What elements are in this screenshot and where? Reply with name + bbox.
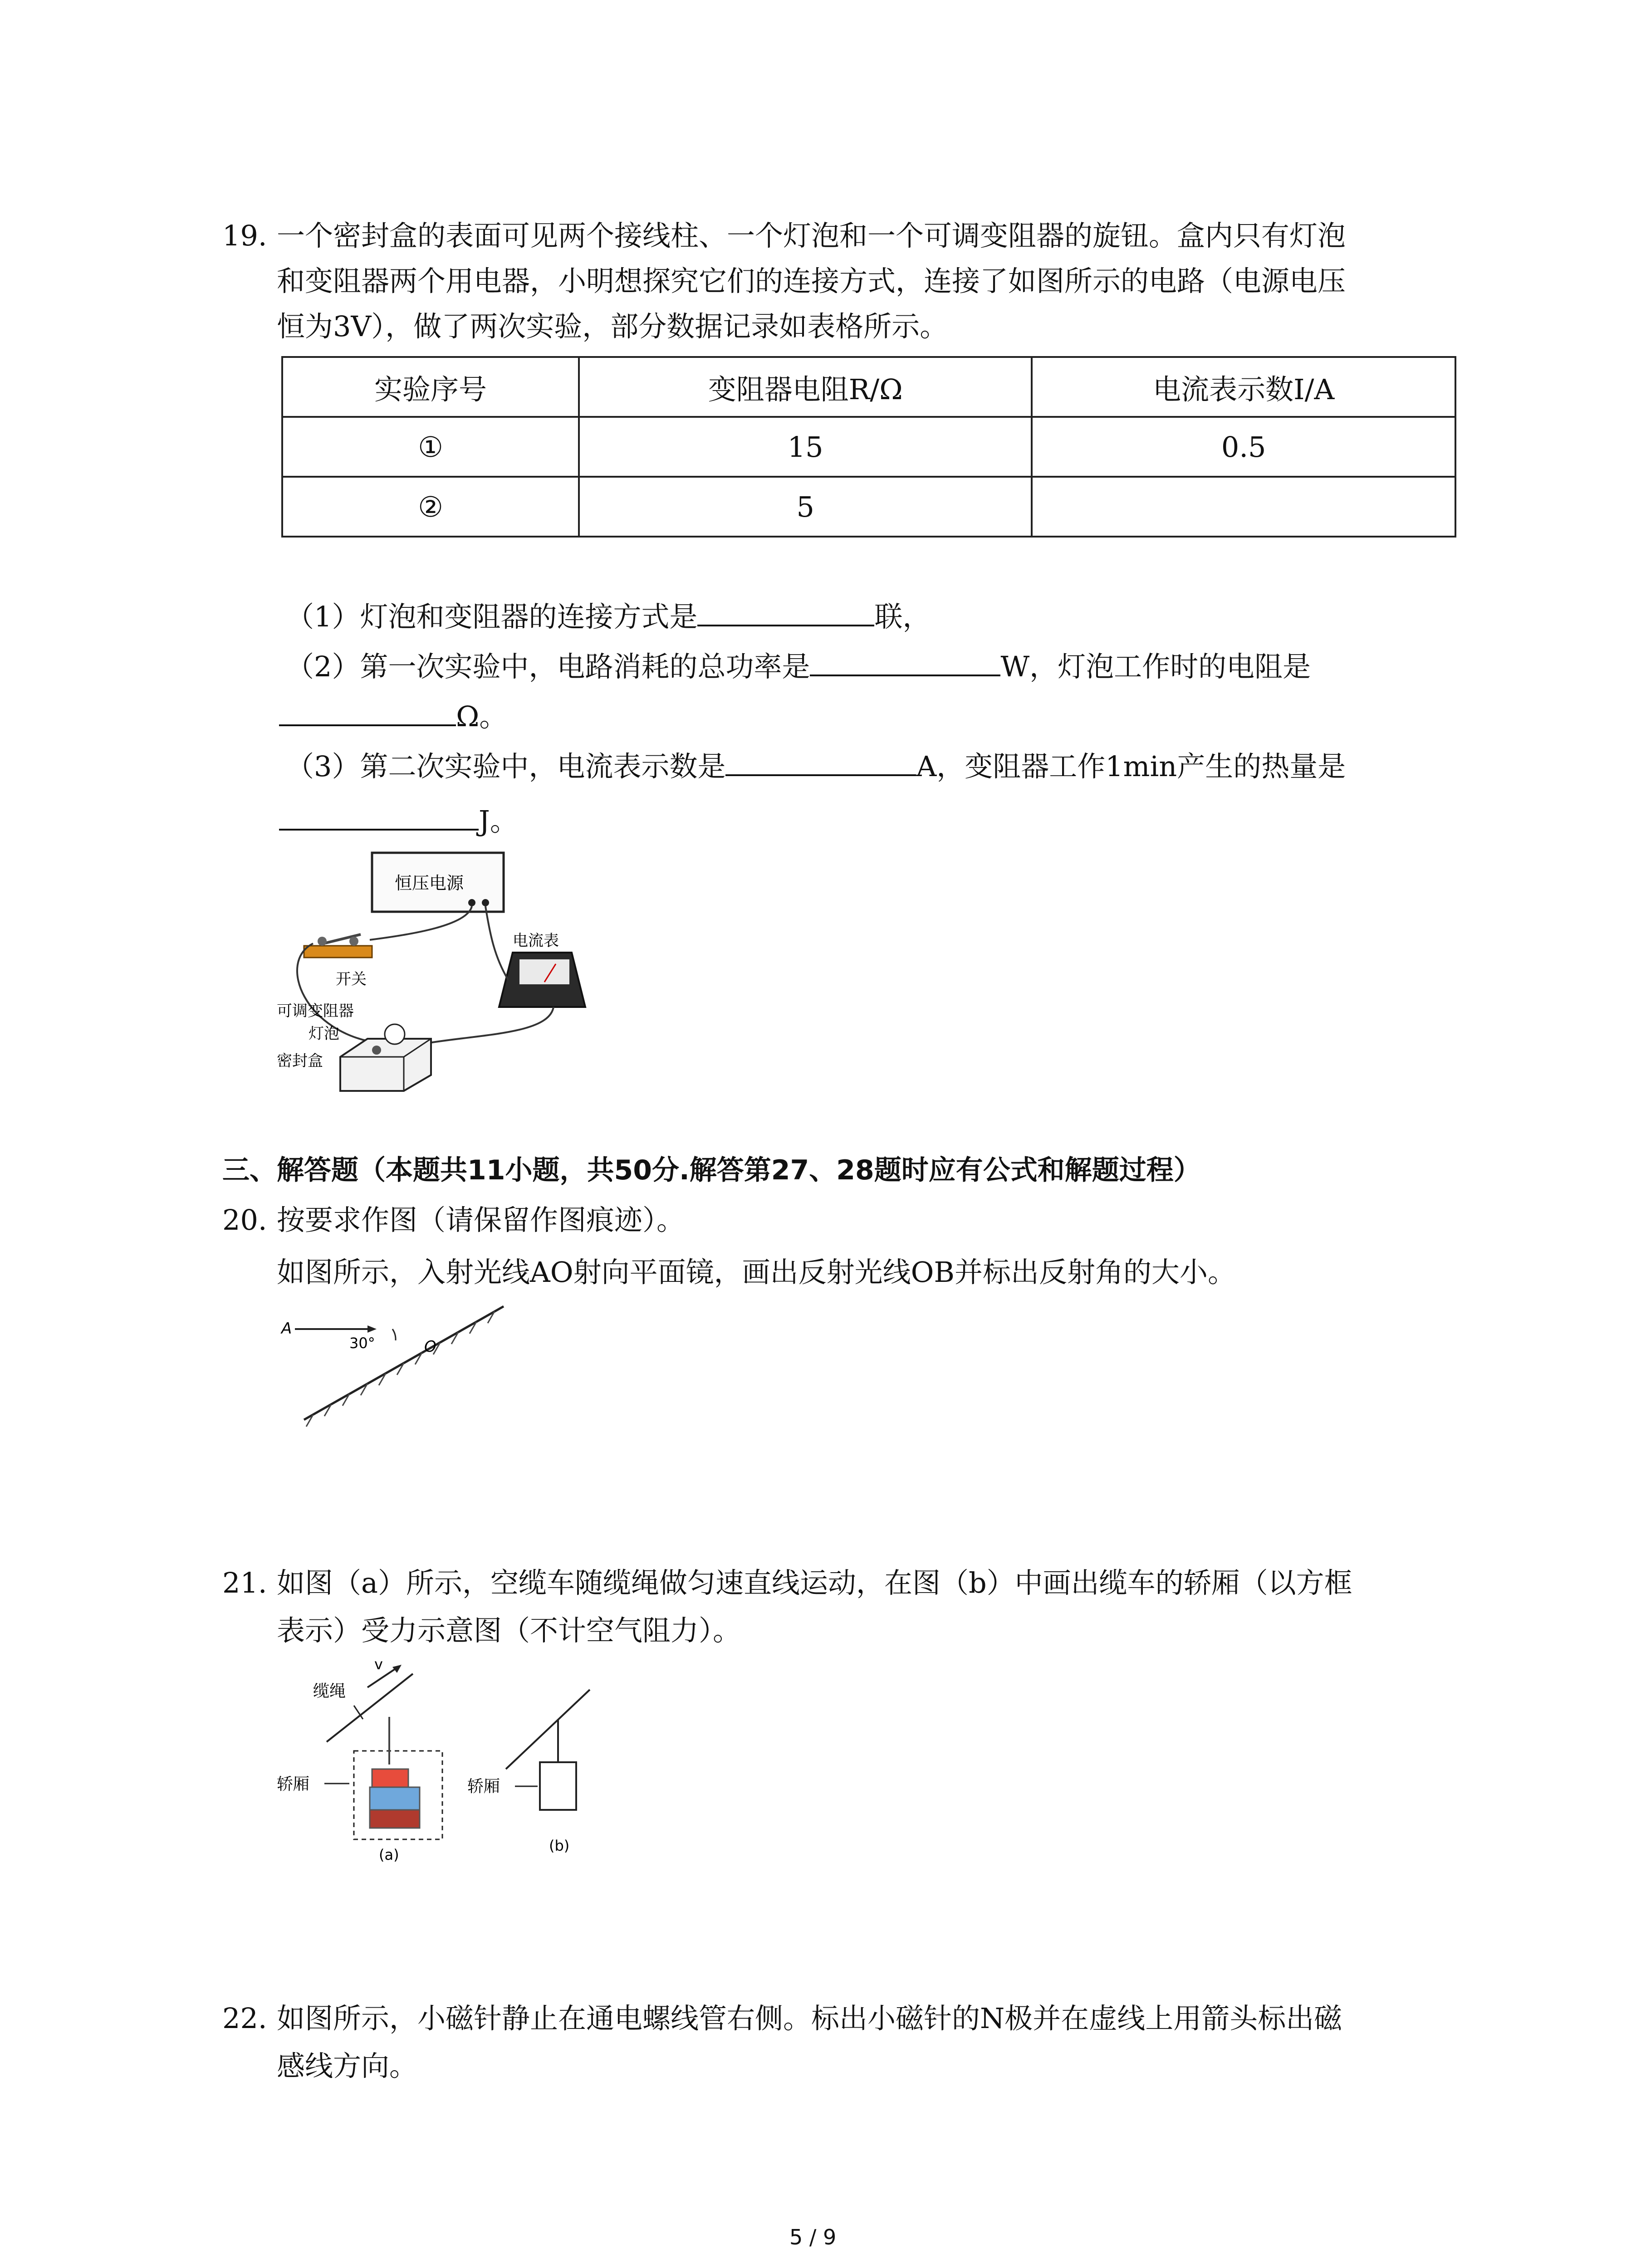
q19-sub3-end: J。: [479, 804, 518, 837]
answer-blank[interactable]: [279, 696, 456, 726]
q20-text-line2: 如图所示，入射光线AO射向平面镜，画出反射光线OB并标出反射角的大小。: [277, 1256, 1236, 1289]
q19-sub1-text: （1）灯泡和变阻器的连接方式是: [286, 600, 698, 633]
point-a-label: A: [281, 1320, 292, 1338]
q20-number: 20.: [222, 1203, 267, 1237]
table-cell: 0.5: [1032, 417, 1455, 477]
velocity-label: v: [374, 1656, 383, 1673]
table-cell: ①: [282, 417, 579, 477]
q19-text-line2: 和变阻器两个用电器，小明想探究它们的连接方式，连接了如图所示的电路（电源电压: [277, 264, 1346, 298]
table-cell: [1032, 477, 1455, 537]
q21-number: 21.: [222, 1566, 267, 1599]
q19-sub2-cont: [279, 694, 507, 739]
rheostat-label: 可调变阻器: [277, 1002, 354, 1020]
q22-number: 22.: [222, 2002, 267, 2035]
q21-cable-car-figure: [277, 1651, 622, 1878]
answer-blank[interactable]: [697, 596, 874, 626]
q19-sub2-tail: W，灯泡工作时的电阻是: [1000, 650, 1311, 683]
answer-blank[interactable]: [279, 801, 479, 831]
q22-text-line1: 如图所示，小磁针静止在通电螺线管右侧。标出小磁针的N极并在虚线上用箭头标出磁: [277, 2002, 1342, 2035]
table-header-cell: 电流表示数I/A: [1032, 357, 1455, 417]
page-number: 5 / 9: [789, 2225, 837, 2249]
table-cell: 5: [579, 477, 1032, 537]
power-supply-label: 恒压电源: [395, 873, 464, 893]
q22-text-line2: 感线方向。: [277, 2049, 418, 2082]
q19-sub2-text: （2）第一次实验中，电路消耗的总功率是: [286, 650, 810, 683]
q19-sub1: [286, 594, 931, 640]
q19-circuit-figure: [277, 844, 622, 1098]
table-header-cell: 实验序号: [282, 357, 579, 417]
cabin-label-b: 轿厢: [467, 1777, 500, 1796]
q19-sub3-text: （3）第二次实验中，电流表示数是: [286, 750, 726, 783]
q20-text-line1: 按要求作图（请保留作图痕迹）。: [277, 1203, 685, 1237]
q21-text-line1: 如图（a）所示，空缆车随缆绳做匀速直线运动，在图（b）中画出缆车的轿厢（以方框: [277, 1566, 1352, 1599]
cabin-label-a: 轿厢: [277, 1775, 310, 1794]
q19-sub3-cont: [279, 798, 518, 844]
angle-label: 30°: [349, 1334, 375, 1352]
bulb-label: 灯泡: [309, 1025, 339, 1043]
table-row: [282, 477, 1455, 537]
q20-mirror-figure: [277, 1297, 513, 1433]
table-cell: 15: [579, 417, 1032, 477]
q19-sub1-tail: 联，: [874, 600, 931, 633]
q21-text-line2: 表示）受力示意图（不计空气阻力）。: [277, 1614, 741, 1647]
cable-label: 缆绳: [313, 1682, 346, 1701]
figure-b-caption: (b): [549, 1837, 570, 1854]
box-label: 密封盒: [277, 1052, 323, 1070]
q19-number: 19.: [222, 219, 267, 252]
cabin-box-b: [540, 1762, 576, 1810]
table-header-cell: 变阻器电阻R/Ω: [579, 357, 1032, 417]
bulb-icon: [385, 1024, 405, 1044]
switch-icon: [304, 946, 372, 958]
answer-blank[interactable]: [810, 646, 1000, 676]
q19-sub2: [286, 644, 1311, 689]
cable-car-cabin-icon: [372, 1769, 408, 1787]
answer-blank[interactable]: [725, 746, 916, 776]
q19-sub3: [286, 744, 1346, 789]
point-o-label: O: [424, 1338, 436, 1356]
q19-text-line1: 一个密封盒的表面可见两个接线柱、一个灯泡和一个可调变阻器的旋钮。盒内只有灯泡: [277, 219, 1346, 252]
q19-text-line3: 恒为3V），做了两次实验，部分数据记录如表格所示。: [277, 310, 948, 343]
table-row: [282, 417, 1455, 477]
q19-data-table: [281, 356, 1456, 538]
sealed-box-icon: [340, 1039, 431, 1091]
figure-a-caption: (a): [379, 1846, 399, 1863]
q19-sub2-end: Ω。: [456, 700, 508, 733]
section-heading: 三、解答题（本题共11小题，共50分.解答第27、28题时应有公式和解题过程）: [222, 1154, 1201, 1186]
ammeter-label: 电流表: [513, 932, 559, 950]
q19-sub3-tail: A，变阻器工作1min产生的热量是: [916, 750, 1346, 783]
table-header-row: [282, 357, 1455, 417]
switch-label: 开关: [336, 970, 367, 988]
table-cell: ②: [282, 477, 579, 537]
